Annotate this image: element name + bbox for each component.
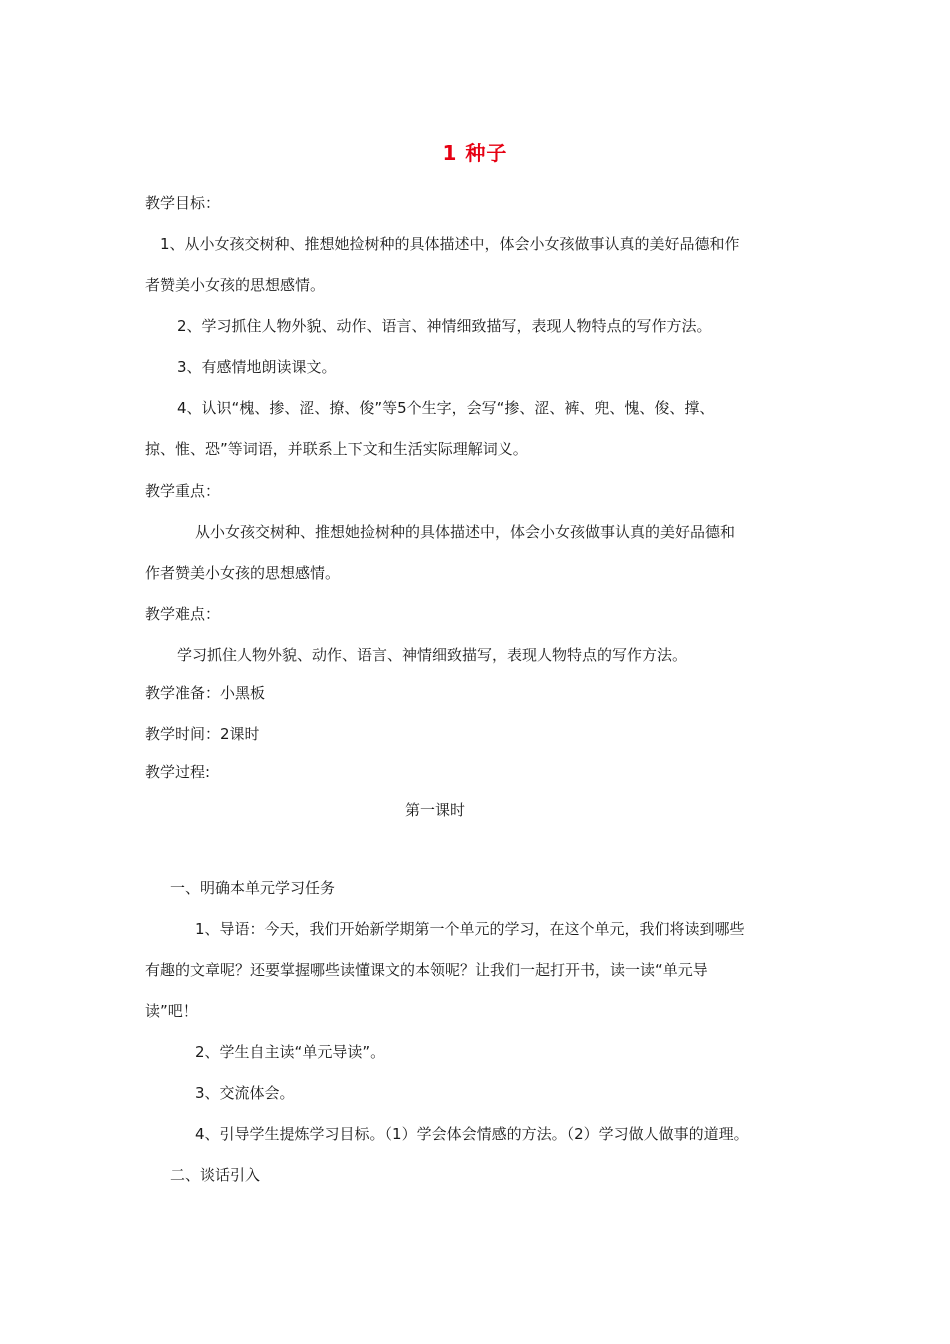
document-title: 1 种子 (442, 141, 508, 165)
objectives-heading: 教学目标： (145, 194, 221, 212)
objective-1-line-1: 1、从小女孩交树种、推想她捡树种的具体描述中，体会小女孩做事认真的美好品德和作 (160, 235, 740, 253)
section-1-item-4: 4、引导学生提炼学习目标。（1）学会体会情感的方法。（2）学习做人做事的道理。 (195, 1125, 749, 1143)
preparation-line: 教学准备：小黑板 (145, 684, 266, 702)
difficulties-heading: 教学难点： (145, 605, 221, 623)
objective-4-line-1: 4、认识“槐、掺、涩、撩、俊”等5个生字，会写“掺、涩、裤、兜、愧、俊、撑、 (177, 399, 715, 417)
objective-2: 2、学习抓住人物外貌、动作、语言、神情细致描写，表现人物特点的写作方法。 (177, 317, 712, 335)
key-points-heading: 教学重点： (145, 482, 221, 500)
section-1-item-1-line-1: 1、导语：今天，我们开始新学期第一个单元的学习，在这个单元，我们将读到哪些 (195, 920, 745, 938)
difficulties-text: 学习抓住人物外貌、动作、语言、神情细致描写，表现人物特点的写作方法。 (177, 646, 688, 664)
section-2-heading: 二、谈话引入 (170, 1166, 261, 1184)
section-1-item-1-line-3: 读”吧！ (145, 1002, 198, 1020)
objective-3: 3、有感情地朗读课文。 (177, 358, 337, 376)
section-1-item-2: 2、学生自主读“单元导读”。 (195, 1043, 386, 1061)
time-line: 教学时间：2课时 (145, 725, 260, 743)
objective-1-line-2: 者赞美小女孩的思想感情。 (145, 276, 326, 294)
section-1-heading: 一、明确本单元学习任务 (170, 879, 336, 897)
process-heading: 教学过程: (145, 763, 211, 781)
key-points-line-2: 作者赞美小女孩的思想感情。 (145, 564, 341, 582)
section-1-item-1-line-2: 有趣的文章呢？还要掌握哪些读懂课文的本领呢？让我们一起打开书，读一读“单元导 (145, 961, 708, 979)
lesson-title: 第一课时 (404, 801, 465, 819)
objective-4-line-2: 掠、惟、恐”等词语，并联系上下文和生活实际理解词义。 (145, 440, 528, 458)
key-points-line-1: 从小女孩交树种、推想她捡树种的具体描述中，体会小女孩做事认真的美好品德和 (195, 523, 736, 541)
section-1-item-3: 3、交流体会。 (195, 1084, 295, 1102)
